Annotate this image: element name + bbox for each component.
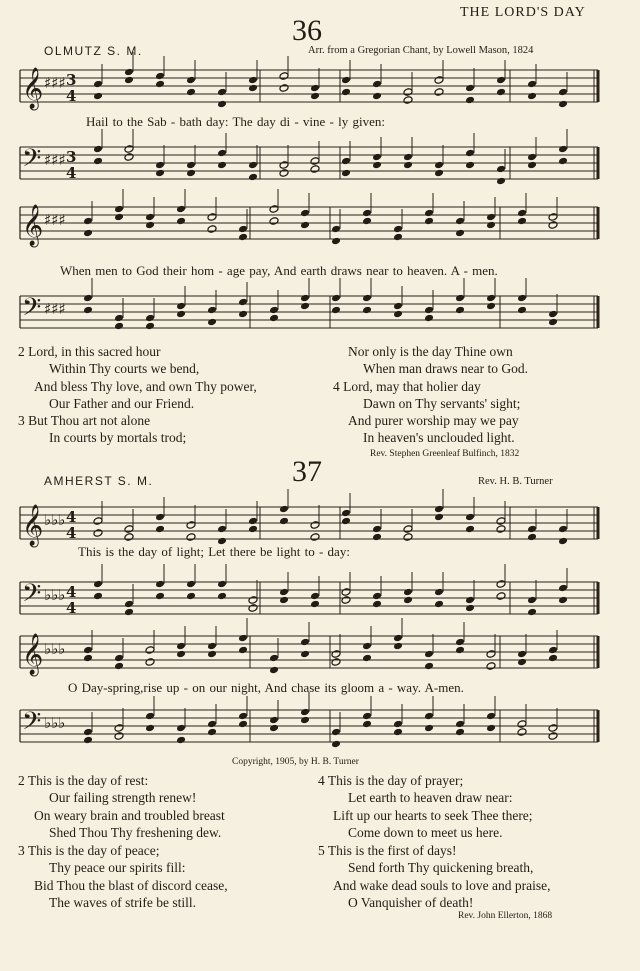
bass-staff-36b bbox=[0, 292, 640, 332]
lyric-line-36b: When men to God their hom - age pay, And earth draws near to heaven. A - men. bbox=[60, 263, 498, 278]
treble-staff-36b bbox=[0, 203, 640, 246]
bass-staff-36a bbox=[0, 143, 640, 183]
attribution-36: Arr. from a Gregorian Chant, by Lowell Mason, 1824 bbox=[308, 45, 534, 56]
svg-text:3: 3 bbox=[66, 148, 77, 166]
section-header: THE LORD'S DAY bbox=[460, 5, 586, 20]
svg-text:♯♯♯: ♯♯♯ bbox=[44, 151, 66, 169]
svg-text:4: 4 bbox=[66, 87, 77, 105]
lyric-line-37a: This is the day of light; Let there be light to - day: bbox=[78, 544, 350, 559]
svg-text:♭♭♭: ♭♭♭ bbox=[44, 640, 66, 658]
svg-text:♭♭♭: ♭♭♭ bbox=[44, 586, 66, 604]
verses-right-37: 4 This is the day of prayer; Let earth to heaven draw near: Lift up our hearts to seek Thee there; Come down to meet us here. 5 This is the first of days! Send forth Thy quickening breath, And wake dead souls to love and praise, O Vanquisher of death! bbox=[318, 773, 551, 911]
svg-text:4: 4 bbox=[66, 524, 77, 542]
verses-right-36: Nor only is the day Thine own When man draws near to God. 4 Lord, may that holier day Dawn on Thy servants' sight; And purer worship may we pay In heaven's unclouded light. bbox=[333, 344, 528, 446]
treble-staff-37b bbox=[0, 632, 640, 675]
lyric-line-37b: O Day-spring,rise up - on our night, And chase its gloom a - way. A-men. bbox=[68, 680, 464, 695]
hymn-number-36: 36 bbox=[292, 14, 322, 47]
svg-text:𝄢: 𝄢 bbox=[22, 579, 42, 614]
attribution-37: Rev. H. B. Turner bbox=[478, 476, 553, 487]
verses-left-37: 2 This is the day of rest: Our failing strength renew! On weary brain and troubled breast Shed Thou Thy freshening dew. 3 This is the day of peace; Thy peace our spirits fill: Bid Thou the blast of discord cease, The waves of strife be still. bbox=[18, 773, 228, 911]
svg-text:𝄢: 𝄢 bbox=[22, 293, 42, 328]
svg-text:♯♯♯: ♯♯♯ bbox=[44, 74, 66, 92]
svg-text:♯♯♯: ♯♯♯ bbox=[44, 300, 66, 318]
svg-text:𝄞: 𝄞 bbox=[22, 634, 44, 675]
treble-staff-36a bbox=[0, 66, 640, 109]
tune-name-37: AMHERST S. M. bbox=[44, 474, 154, 488]
svg-text:𝄞: 𝄞 bbox=[22, 205, 44, 246]
svg-text:♭♭♭: ♭♭♭ bbox=[44, 511, 66, 529]
svg-text:♭♭♭: ♭♭♭ bbox=[44, 714, 66, 732]
svg-text:4: 4 bbox=[66, 599, 77, 617]
svg-text:𝄢: 𝄢 bbox=[22, 144, 42, 179]
verses-left-36: 2 Lord, in this sacred hour Within Thy courts we bend, And bless Thy love, and own Thy power, Our Father and our Friend. 3 But Thou art not alone In courts by mortals trod; bbox=[18, 344, 257, 446]
svg-text:𝄞: 𝄞 bbox=[22, 505, 44, 546]
svg-text:3: 3 bbox=[66, 71, 77, 89]
author-37: Rev. John Ellerton, 1868 bbox=[458, 911, 553, 921]
bass-staff-37a bbox=[0, 578, 640, 618]
svg-text:♯♯♯: ♯♯♯ bbox=[44, 211, 66, 229]
copyright-37: Copyright, 1905, by H. B. Turner bbox=[232, 757, 359, 767]
svg-text:4: 4 bbox=[66, 508, 77, 526]
svg-text:𝄢: 𝄢 bbox=[22, 707, 42, 742]
lyric-line-36a: Hail to the Sab - bath day: The day di - vine - ly given: bbox=[86, 114, 385, 129]
svg-text:𝄞: 𝄞 bbox=[22, 68, 44, 109]
author-36: Rev. Stephen Greenleaf Bulfinch, 1832 bbox=[370, 449, 520, 459]
tune-name-36: OLMUTZ S. M. bbox=[44, 44, 143, 58]
treble-staff-37a bbox=[0, 503, 640, 546]
bass-staff-37b bbox=[0, 706, 640, 746]
svg-text:4: 4 bbox=[66, 583, 77, 601]
svg-text:4: 4 bbox=[66, 164, 77, 182]
hymn-number-37: 37 bbox=[292, 455, 322, 488]
